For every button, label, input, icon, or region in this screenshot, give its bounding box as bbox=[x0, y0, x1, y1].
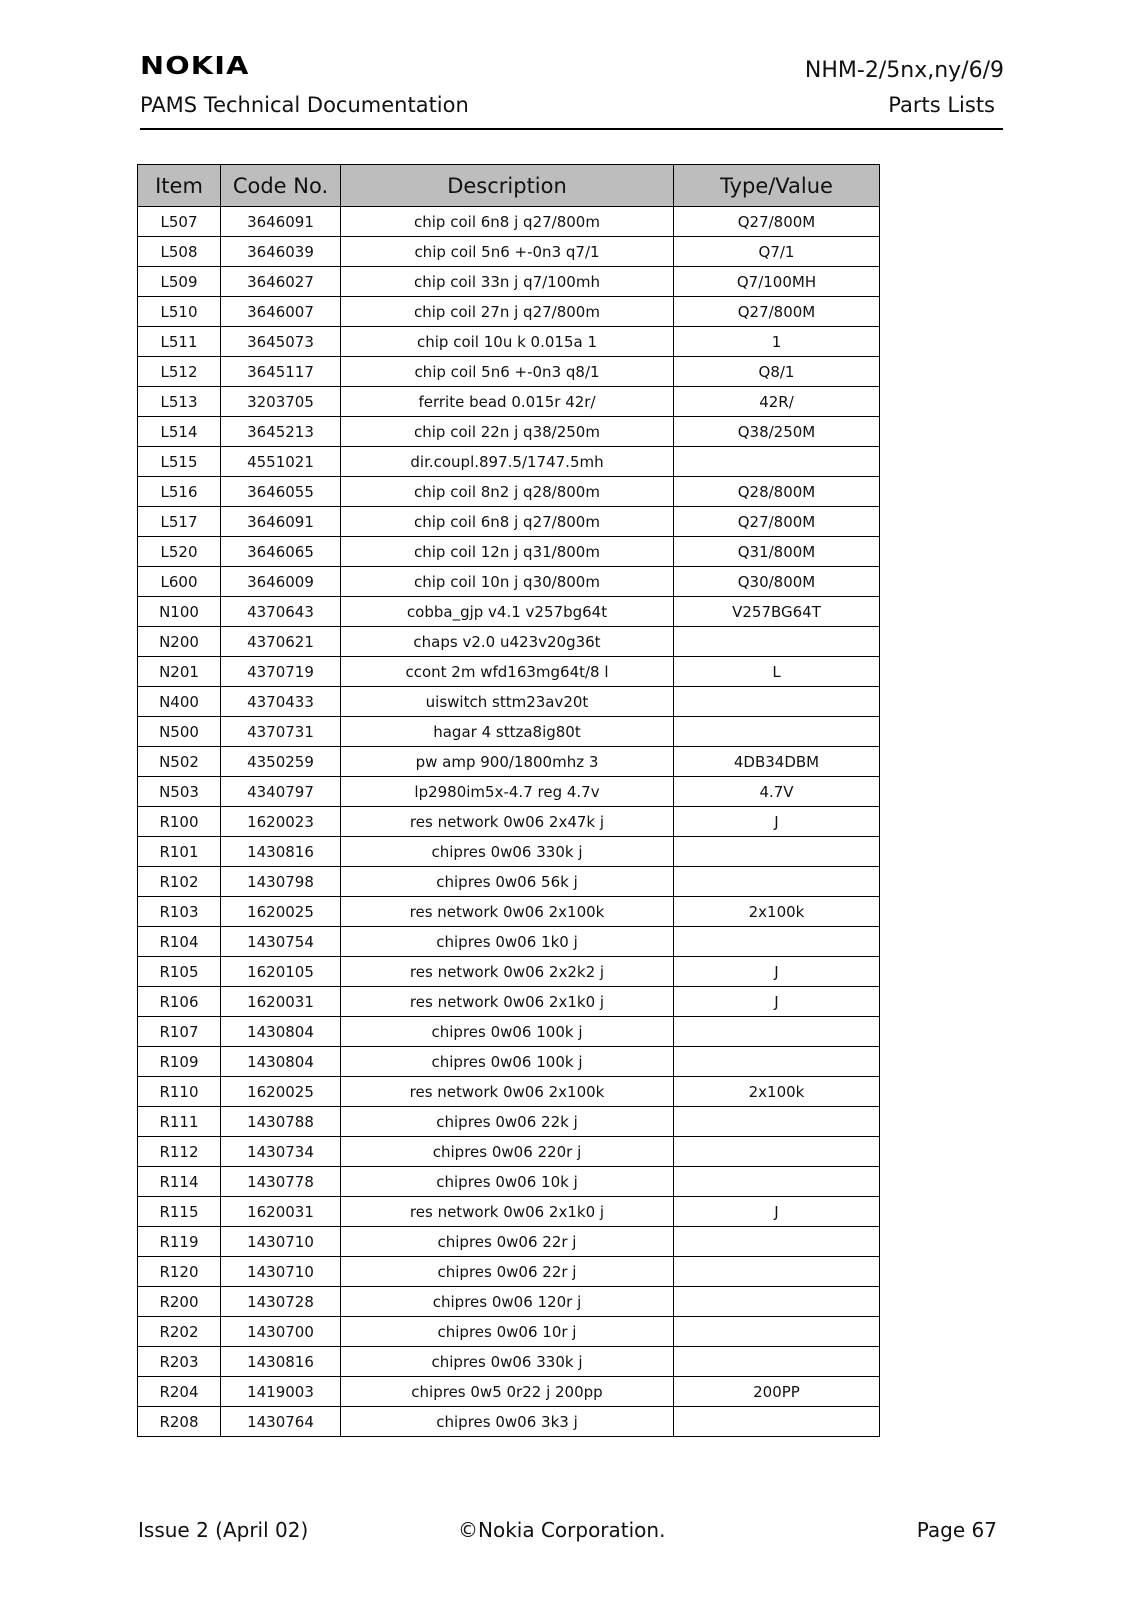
cell-type-value: J bbox=[674, 957, 880, 987]
table-row bbox=[138, 567, 880, 597]
cell-code: 1620105 bbox=[221, 957, 341, 987]
cell-code: 1620023 bbox=[221, 807, 341, 837]
table-row bbox=[138, 747, 880, 777]
table-row bbox=[138, 357, 880, 387]
cell-code: 4370643 bbox=[221, 597, 341, 627]
cell-description: res network 0w06 2x100k bbox=[341, 897, 674, 927]
cell-item: R103 bbox=[138, 897, 221, 927]
cell-description: chip coil 5n6 +-0n3 q8/1 bbox=[341, 357, 674, 387]
table-row bbox=[138, 987, 880, 1017]
cell-item: L511 bbox=[138, 327, 221, 357]
cell-code: 1419003 bbox=[221, 1377, 341, 1407]
cell-description: ccont 2m wfd163mg64t/8 l bbox=[341, 657, 674, 687]
cell-code: 1430816 bbox=[221, 837, 341, 867]
cell-description: lp2980im5x-4.7 reg 4.7v bbox=[341, 777, 674, 807]
cell-item: R202 bbox=[138, 1317, 221, 1347]
table-row bbox=[138, 297, 880, 327]
cell-code: 4370433 bbox=[221, 687, 341, 717]
cell-code: 1430764 bbox=[221, 1407, 341, 1437]
table-row bbox=[138, 1017, 880, 1047]
table-row bbox=[138, 1227, 880, 1257]
cell-item: N201 bbox=[138, 657, 221, 687]
cell-description: ferrite bead 0.015r 42r/ bbox=[341, 387, 674, 417]
cell-item: N502 bbox=[138, 747, 221, 777]
cell-type-value: 42R/ bbox=[674, 387, 880, 417]
cell-code: 3646007 bbox=[221, 297, 341, 327]
table-row bbox=[138, 717, 880, 747]
cell-item: R104 bbox=[138, 927, 221, 957]
cell-description: res network 0w06 2x47k j bbox=[341, 807, 674, 837]
column-header-code: Code No. bbox=[221, 165, 341, 207]
cell-code: 3646055 bbox=[221, 477, 341, 507]
cell-item: R120 bbox=[138, 1257, 221, 1287]
cell-description: chipres 0w06 10r j bbox=[341, 1317, 674, 1347]
cell-item: R109 bbox=[138, 1047, 221, 1077]
cell-code: 3645117 bbox=[221, 357, 341, 387]
table-row bbox=[138, 657, 880, 687]
cell-code: 1430710 bbox=[221, 1227, 341, 1257]
cell-type-value: Q7/100MH bbox=[674, 267, 880, 297]
cell-code: 3646091 bbox=[221, 207, 341, 237]
cell-code: 3646091 bbox=[221, 507, 341, 537]
cell-description: chipres 0w06 220r j bbox=[341, 1137, 674, 1167]
cell-item: N400 bbox=[138, 687, 221, 717]
cell-item: L513 bbox=[138, 387, 221, 417]
cell-description: chaps v2.0 u423v20g36t bbox=[341, 627, 674, 657]
cell-item: R203 bbox=[138, 1347, 221, 1377]
table-row bbox=[138, 1347, 880, 1377]
table-row bbox=[138, 597, 880, 627]
cell-code: 4370731 bbox=[221, 717, 341, 747]
cell-type-value: Q7/1 bbox=[674, 237, 880, 267]
cell-type-value: J bbox=[674, 807, 880, 837]
cell-type-value: V257BG64T bbox=[674, 597, 880, 627]
cell-type-value bbox=[674, 717, 880, 747]
cell-type-value: 1 bbox=[674, 327, 880, 357]
cell-item: L508 bbox=[138, 237, 221, 267]
cell-code: 1430728 bbox=[221, 1287, 341, 1317]
cell-description: res network 0w06 2x1k0 j bbox=[341, 987, 674, 1017]
footer-copyright: ©Nokia Corporation. bbox=[458, 1518, 666, 1542]
cell-type-value bbox=[674, 1047, 880, 1077]
cell-description: res network 0w06 2x1k0 j bbox=[341, 1197, 674, 1227]
cell-description: chipres 0w06 22r j bbox=[341, 1227, 674, 1257]
cell-description: res network 0w06 2x2k2 j bbox=[341, 957, 674, 987]
cell-code: 1430804 bbox=[221, 1017, 341, 1047]
footer-page-number: Page 67 bbox=[916, 1518, 997, 1542]
cell-item: R119 bbox=[138, 1227, 221, 1257]
table-row bbox=[138, 777, 880, 807]
table-row bbox=[138, 1257, 880, 1287]
table-row bbox=[138, 507, 880, 537]
table-row bbox=[138, 1167, 880, 1197]
cell-description: chipres 0w06 3k3 j bbox=[341, 1407, 674, 1437]
cell-type-value: Q30/800M bbox=[674, 567, 880, 597]
cell-item: L510 bbox=[138, 297, 221, 327]
cell-item: R200 bbox=[138, 1287, 221, 1317]
cell-code: 1620031 bbox=[221, 987, 341, 1017]
cell-description: chip coil 10n j q30/800m bbox=[341, 567, 674, 597]
cell-description: hagar 4 sttza8ig80t bbox=[341, 717, 674, 747]
cell-type-value bbox=[674, 1137, 880, 1167]
cell-type-value: Q27/800M bbox=[674, 507, 880, 537]
cell-type-value bbox=[674, 867, 880, 897]
cell-item: R204 bbox=[138, 1377, 221, 1407]
cell-item: L520 bbox=[138, 537, 221, 567]
table-row bbox=[138, 1047, 880, 1077]
cell-type-value bbox=[674, 1107, 880, 1137]
table-header-row bbox=[138, 165, 880, 207]
cell-item: R111 bbox=[138, 1107, 221, 1137]
cell-type-value: Q38/250M bbox=[674, 417, 880, 447]
column-header-description: Description bbox=[341, 165, 674, 207]
cell-item: R208 bbox=[138, 1407, 221, 1437]
cell-type-value bbox=[674, 1227, 880, 1257]
cell-description: chip coil 8n2 j q28/800m bbox=[341, 477, 674, 507]
cell-code: 1620025 bbox=[221, 1077, 341, 1107]
cell-code: 1430804 bbox=[221, 1047, 341, 1077]
cell-type-value: L bbox=[674, 657, 880, 687]
cell-type-value: J bbox=[674, 1197, 880, 1227]
cell-code: 1430798 bbox=[221, 867, 341, 897]
cell-code: 3646065 bbox=[221, 537, 341, 567]
cell-item: R102 bbox=[138, 867, 221, 897]
cell-item: N200 bbox=[138, 627, 221, 657]
cell-type-value bbox=[674, 627, 880, 657]
cell-description: chip coil 22n j q38/250m bbox=[341, 417, 674, 447]
cell-type-value: 2x100k bbox=[674, 1077, 880, 1107]
cell-code: 1430754 bbox=[221, 927, 341, 957]
column-header-item: Item bbox=[138, 165, 221, 207]
cell-code: 3645073 bbox=[221, 327, 341, 357]
document-id: NHM-2/5nx,ny/6/9 bbox=[804, 58, 1004, 83]
cell-code: 3646027 bbox=[221, 267, 341, 297]
cell-item: L516 bbox=[138, 477, 221, 507]
cell-type-value: 4.7V bbox=[674, 777, 880, 807]
table-row bbox=[138, 207, 880, 237]
cell-item: L517 bbox=[138, 507, 221, 537]
cell-description: chip coil 12n j q31/800m bbox=[341, 537, 674, 567]
cell-code: 4370719 bbox=[221, 657, 341, 687]
cell-description: chipres 0w06 100k j bbox=[341, 1017, 674, 1047]
cell-type-value: Q28/800M bbox=[674, 477, 880, 507]
cell-description: chipres 0w06 1k0 j bbox=[341, 927, 674, 957]
cell-description: res network 0w06 2x100k bbox=[341, 1077, 674, 1107]
cell-item: L507 bbox=[138, 207, 221, 237]
table-row bbox=[138, 1317, 880, 1347]
table-row bbox=[138, 1077, 880, 1107]
cell-item: L514 bbox=[138, 417, 221, 447]
cell-description: chip coil 27n j q27/800m bbox=[341, 297, 674, 327]
cell-type-value: 200PP bbox=[674, 1377, 880, 1407]
cell-description: chipres 0w06 330k j bbox=[341, 837, 674, 867]
cell-item: R101 bbox=[138, 837, 221, 867]
cell-item: R110 bbox=[138, 1077, 221, 1107]
cell-type-value bbox=[674, 1407, 880, 1437]
cell-code: 1430700 bbox=[221, 1317, 341, 1347]
nokia-logo: NOKIA bbox=[140, 51, 250, 80]
cell-description: uiswitch sttm23av20t bbox=[341, 687, 674, 717]
table-row bbox=[138, 1137, 880, 1167]
cell-description: chip coil 10u k 0.015a 1 bbox=[341, 327, 674, 357]
table-row bbox=[138, 267, 880, 297]
cell-type-value: 4DB34DBM bbox=[674, 747, 880, 777]
cell-description: chipres 0w06 120r j bbox=[341, 1287, 674, 1317]
parts-table-body bbox=[138, 207, 880, 1437]
footer-issue: Issue 2 (April 02) bbox=[138, 1518, 309, 1542]
cell-code: 1620031 bbox=[221, 1197, 341, 1227]
cell-code: 1620025 bbox=[221, 897, 341, 927]
table-row bbox=[138, 387, 880, 417]
table-row bbox=[138, 807, 880, 837]
cell-description: chip coil 6n8 j q27/800m bbox=[341, 207, 674, 237]
cell-code: 3646009 bbox=[221, 567, 341, 597]
cell-type-value bbox=[674, 1017, 880, 1047]
table-row bbox=[138, 1197, 880, 1227]
cell-item: N500 bbox=[138, 717, 221, 747]
cell-code: 1430710 bbox=[221, 1257, 341, 1287]
cell-type-value bbox=[674, 1257, 880, 1287]
cell-type-value bbox=[674, 687, 880, 717]
cell-item: L600 bbox=[138, 567, 221, 597]
table-row bbox=[138, 1377, 880, 1407]
cell-type-value bbox=[674, 1347, 880, 1377]
cell-description: chip coil 5n6 +-0n3 q7/1 bbox=[341, 237, 674, 267]
cell-description: chipres 0w06 100k j bbox=[341, 1047, 674, 1077]
cell-code: 4340797 bbox=[221, 777, 341, 807]
cell-code: 3203705 bbox=[221, 387, 341, 417]
cell-item: L515 bbox=[138, 447, 221, 477]
cell-code: 4350259 bbox=[221, 747, 341, 777]
cell-description: chipres 0w06 22k j bbox=[341, 1107, 674, 1137]
cell-code: 1430788 bbox=[221, 1107, 341, 1137]
table-row bbox=[138, 927, 880, 957]
section-title: Parts Lists bbox=[888, 93, 995, 117]
table-row bbox=[138, 897, 880, 927]
cell-code: 3645213 bbox=[221, 417, 341, 447]
cell-description: chip coil 33n j q7/100mh bbox=[341, 267, 674, 297]
cell-type-value bbox=[674, 1317, 880, 1347]
table-row bbox=[138, 1287, 880, 1317]
document-title: PAMS Technical Documentation bbox=[140, 93, 469, 117]
cell-item: L509 bbox=[138, 267, 221, 297]
cell-type-value: Q27/800M bbox=[674, 207, 880, 237]
table-row bbox=[138, 1407, 880, 1437]
cell-item: R114 bbox=[138, 1167, 221, 1197]
table-row bbox=[138, 687, 880, 717]
cell-description: chipres 0w06 56k j bbox=[341, 867, 674, 897]
parts-table bbox=[137, 164, 880, 1437]
table-row bbox=[138, 627, 880, 657]
cell-code: 1430816 bbox=[221, 1347, 341, 1377]
cell-type-value: Q27/800M bbox=[674, 297, 880, 327]
cell-item: R115 bbox=[138, 1197, 221, 1227]
cell-item: R107 bbox=[138, 1017, 221, 1047]
cell-type-value bbox=[674, 837, 880, 867]
table-row bbox=[138, 957, 880, 987]
cell-type-value bbox=[674, 1167, 880, 1197]
cell-item: N100 bbox=[138, 597, 221, 627]
cell-item: R100 bbox=[138, 807, 221, 837]
cell-code: 4370621 bbox=[221, 627, 341, 657]
cell-type-value: J bbox=[674, 987, 880, 1017]
cell-item: R105 bbox=[138, 957, 221, 987]
cell-item: L512 bbox=[138, 357, 221, 387]
cell-item: R112 bbox=[138, 1137, 221, 1167]
cell-type-value bbox=[674, 927, 880, 957]
cell-type-value bbox=[674, 447, 880, 477]
cell-description: chipres 0w5 0r22 j 200pp bbox=[341, 1377, 674, 1407]
table-row bbox=[138, 537, 880, 567]
cell-description: chip coil 6n8 j q27/800m bbox=[341, 507, 674, 537]
cell-item: R106 bbox=[138, 987, 221, 1017]
table-row bbox=[138, 837, 880, 867]
cell-description: chipres 0w06 22r j bbox=[341, 1257, 674, 1287]
table-row bbox=[138, 237, 880, 267]
cell-code: 4551021 bbox=[221, 447, 341, 477]
cell-type-value: 2x100k bbox=[674, 897, 880, 927]
cell-description: pw amp 900/1800mhz 3 bbox=[341, 747, 674, 777]
table-row bbox=[138, 477, 880, 507]
header-divider bbox=[140, 128, 1003, 130]
cell-item: N503 bbox=[138, 777, 221, 807]
cell-description: chipres 0w06 10k j bbox=[341, 1167, 674, 1197]
cell-code: 3646039 bbox=[221, 237, 341, 267]
cell-type-value: Q8/1 bbox=[674, 357, 880, 387]
table-row bbox=[138, 417, 880, 447]
cell-description: dir.coupl.897.5/1747.5mh bbox=[341, 447, 674, 477]
column-header-type-value: Type/Value bbox=[674, 165, 880, 207]
table-row bbox=[138, 1107, 880, 1137]
cell-code: 1430734 bbox=[221, 1137, 341, 1167]
cell-code: 1430778 bbox=[221, 1167, 341, 1197]
table-row bbox=[138, 447, 880, 477]
cell-type-value bbox=[674, 1287, 880, 1317]
cell-description: chipres 0w06 330k j bbox=[341, 1347, 674, 1377]
cell-type-value: Q31/800M bbox=[674, 537, 880, 567]
table-row bbox=[138, 867, 880, 897]
table-row bbox=[138, 327, 880, 357]
cell-description: cobba_gjp v4.1 v257bg64t bbox=[341, 597, 674, 627]
